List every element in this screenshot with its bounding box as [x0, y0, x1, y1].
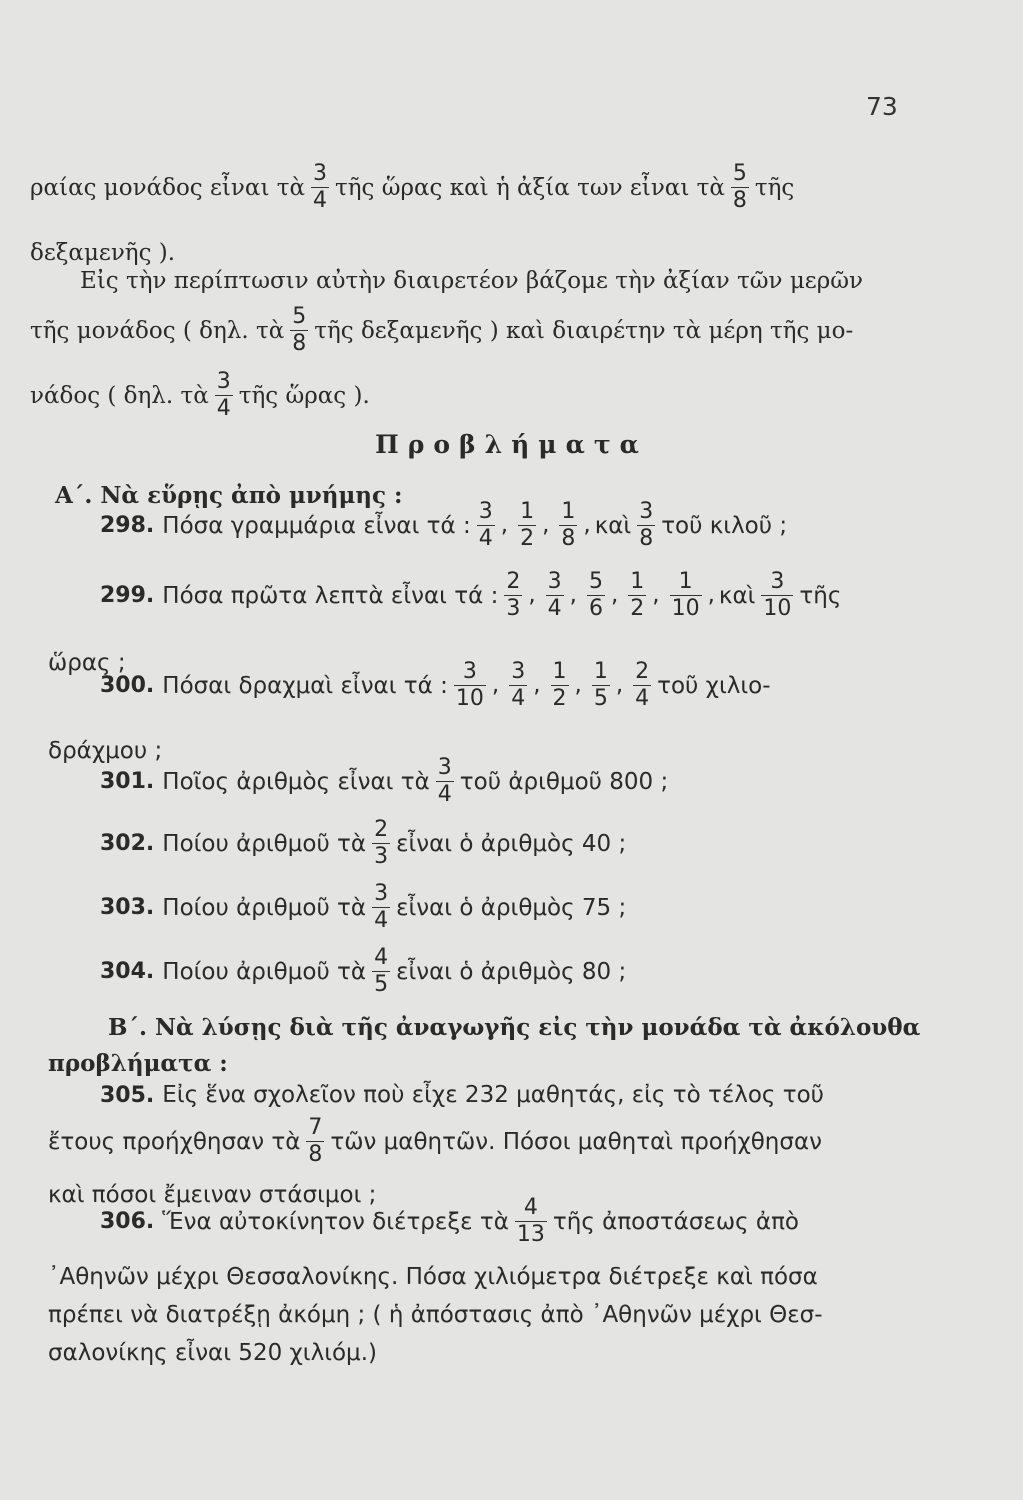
fraction: $\frac{3}{4}$	[216, 369, 231, 422]
fraction: $\frac{1}{5}$	[593, 659, 608, 712]
problem-298: 298. Πόσα γραμμάρια εἶναι τά : $\frac{3}{4}$ , $\frac{1}{2}$ , $\frac{1}{8}$ , καὶ $\frac{3}{8}$ τοῦ κιλοῦ ;	[100, 499, 788, 552]
fraction: $\frac{1}{10}$	[671, 569, 700, 622]
problem-299-cont: ὥρας ;	[48, 650, 126, 676]
problem-300-cont: δράχμου ;	[48, 738, 163, 764]
fraction: $\frac{1}{8}$	[561, 499, 576, 552]
problem-304: 304. Ποίου ἀριθμοῦ τὰ $\frac{4}{5}$ εἶναι ὁ ἀριθμὸς 80 ;	[100, 945, 627, 998]
section-b-title: Β΄. Νὰ λύσῃς διὰ τῆς ἀναγωγῆς εἰς τὴν μονάδα τὰ ἀκόλουθα	[108, 1014, 921, 1041]
fraction: $\frac{5}{6}$	[588, 569, 603, 622]
page-number: 73	[866, 92, 898, 121]
section-heading: Προβλήματα	[375, 430, 648, 459]
fraction: $\frac{3}{4}$	[437, 755, 452, 808]
fraction: $\frac{1}{2}$	[552, 659, 567, 712]
fraction: $\frac{3}{4}$	[374, 881, 389, 934]
fraction: $\frac{3}{10}$	[455, 659, 484, 712]
fraction: $\frac{3}{8}$	[639, 499, 654, 552]
problem-306-line-4: σαλονίκης εἶναι 520 χιλιόμ.)	[48, 1340, 377, 1366]
problem-306-line-2: ᾿Αθηνῶν μέχρι Θεσσαλονίκης. Πόσα χιλιόμετρα διέτρεξε καὶ πόσα	[48, 1264, 818, 1290]
fraction: $\frac{7}{8}$	[308, 1115, 323, 1168]
problem-305: 305. Εἰς ἕνα σχολεῖον ποὺ εἶχε 232 μαθητάς, εἰς τὸ τέλος τοῦ	[100, 1082, 824, 1108]
fraction: $\frac{3}{4}$	[547, 569, 562, 622]
fraction: $\frac{2}{4}$	[635, 659, 650, 712]
fraction-list: $\frac{3}{4}$ , $\frac{1}{2}$ , $\frac{1}{8}$ ,	[478, 499, 591, 552]
intro-line-4: τῆς μονάδος ( δηλ. τὰ $\frac{5}{8}$ τῆς δεξαμενῆς ) καὶ διαιρέτην τὰ μέρη τῆς μο-	[30, 304, 854, 357]
problem-306: 306. Ἕνα αὐτοκίνητον διέτρεξε τὰ $\frac{4}{13}$ τῆς ἀποστάσεως ἀπὸ	[100, 1195, 799, 1248]
fraction: $\frac{3}{4}$	[511, 659, 526, 712]
intro-line-3: Εἰς τὴν περίπτωσιν αὐτὴν διαιρετέον βάζομε τὴν ἀξίαν τῶν μερῶν	[80, 268, 863, 294]
intro-line-1: ραίας μονάδος εἶναι τὰ $\frac{3}{4}$ τῆς ὥρας καὶ ἡ ἀξία των εἶναι τὰ $\frac{5}{8}$ τῆς	[30, 161, 795, 214]
intro-line-5: νάδος ( δηλ. τὰ $\frac{3}{4}$ τῆς ὥρας ).	[30, 369, 370, 422]
problem-301: 301. Ποῖος ἀριθμὸς εἶναι τὰ $\frac{3}{4}$ τοῦ ἀριθμοῦ 800 ;	[100, 755, 669, 808]
fraction: $\frac{1}{2}$	[630, 569, 645, 622]
fraction: $\frac{5}{8}$	[292, 304, 307, 357]
problem-300: 300. Πόσαι δραχμαὶ εἶναι τά : $\frac{3}{10}$ , $\frac{3}{4}$ , $\frac{1}{2}$ , $\frac{1}{5}$ , $\frac{2}{4}$ τοῦ χιλιο-	[100, 659, 771, 712]
fraction-list: $\frac{2}{3}$ , $\frac{3}{4}$ , $\frac{5}{6}$ , $\frac{1}{2}$ , $\frac{1}{10}$ ,	[506, 569, 715, 622]
fraction: $\frac{1}{2}$	[520, 499, 535, 552]
problem-299: 299. Πόσα πρῶτα λεπτὰ εἶναι τά : $\frac{2}{3}$ , $\frac{3}{4}$ , $\frac{5}{6}$ , $\frac{1}{2}$ , $\frac{1}{10}$ , καὶ $\frac{3}{10}$ τῆς	[100, 569, 842, 622]
fraction: $\frac{5}{8}$	[732, 161, 747, 214]
fraction: $\frac{3}{4}$	[478, 499, 493, 552]
problem-305-line-3: καὶ πόσοι ἔμειναν στάσιμοι ;	[48, 1182, 377, 1208]
problem-303: 303. Ποίου ἀριθμοῦ τὰ $\frac{3}{4}$ εἶναι ὁ ἀριθμὸς 75 ;	[100, 881, 627, 934]
fraction: $\frac{4}{13}$	[516, 1195, 545, 1248]
section-a-title: Α΄. Νὰ εὕρῃς ἀπὸ μνήμης :	[55, 482, 403, 509]
intro-line-2: δεξαμενῆς ).	[30, 240, 176, 266]
section-b-title-cont: προβλήματα :	[48, 1050, 228, 1077]
fraction: $\frac{3}{10}$	[763, 569, 792, 622]
problem-306-line-3: πρέπει νὰ διατρέξῃ ἀκόμη ; ( ἡ ἀπόστασις ἀπὸ ᾿Αθηνῶν μέχρι Θεσ-	[48, 1302, 823, 1328]
fraction: $\frac{2}{3}$	[374, 817, 389, 870]
fraction-list: $\frac{3}{10}$ , $\frac{3}{4}$ , $\frac{1}{2}$ , $\frac{1}{5}$ ,	[455, 659, 624, 712]
problem-302: 302. Ποίου ἀριθμοῦ τὰ $\frac{2}{3}$ εἶναι ὁ ἀριθμὸς 40 ;	[100, 817, 627, 870]
fraction: $\frac{4}{5}$	[374, 945, 389, 998]
fraction: $\frac{3}{4}$	[313, 161, 328, 214]
fraction: $\frac{2}{3}$	[506, 569, 521, 622]
problem-305-line-2: ἔτους προήχθησαν τὰ $\frac{7}{8}$ τῶν μαθητῶν. Πόσοι μαθηταὶ προήχθησαν	[48, 1115, 822, 1168]
